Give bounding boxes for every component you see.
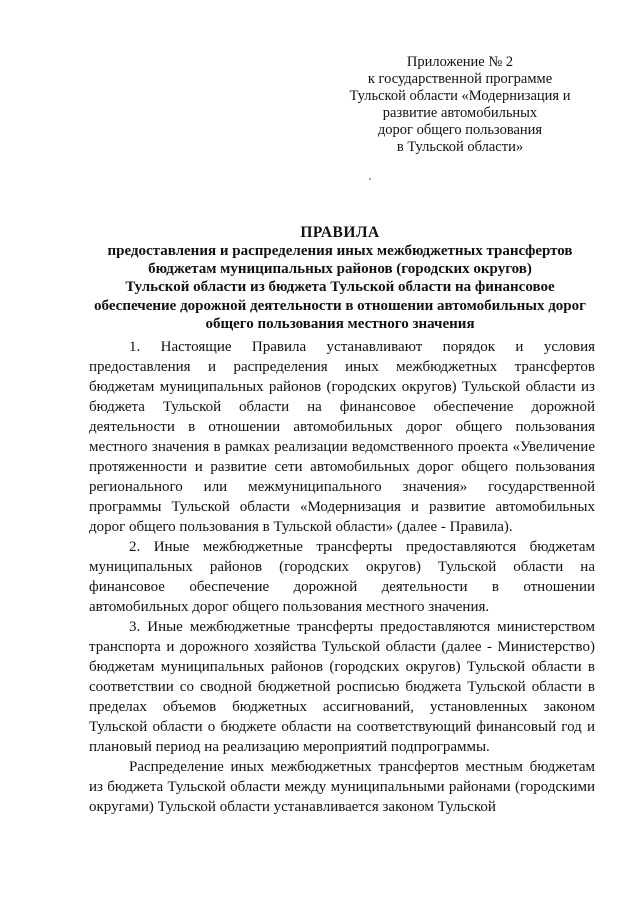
title-line: бюджетам муниципальных районов (городских округов)	[148, 261, 532, 278]
appendix-line: к государственной программе	[367, 71, 553, 87]
paragraph-4: Распределение иных межбюджетных трансфертов местным бюджетам из бюджета Тульской области между муниципальными районами (городскими округами) Тульской области устанавливается законом Тульской	[89, 759, 595, 815]
title-main: ПРАВИЛА	[300, 224, 380, 241]
appendix-line: дорог общего пользования	[377, 122, 543, 138]
appendix-line: Тульской области «Модернизация и	[349, 88, 571, 104]
title-line: общего пользования местного значения	[205, 315, 475, 332]
appendix-header	[330, 54, 590, 156]
paragraph-3: 3. Иные межбюджетные трансферты предоставляются министерством транспорта и дорожного хозяйства Тульской области (далее - Министерство) бюджетам муниципальных районов (городских округов) Тульской области в соответствии со сводной бюджетной росписью бюджета Тульской области в пределах объемов бюджетных ассигнований, установленных законом Тульской области о бюджете области на соответствующий финансовый год и плановый период на реализацию мероприятий подпрограммы.	[89, 619, 595, 755]
paragraph-2: 2. Иные межбюджетные трансферты предоставляются бюджетам муниципальных районов (городских округов) Тульской области на финансовое обеспечение дорожной деятельности в отношении автомобильных дорог общего пользования местного значения.	[89, 539, 595, 615]
appendix-line: в Тульской области»	[396, 139, 524, 155]
document-title	[80, 224, 600, 333]
title-line: Тульской области из бюджета Тульской области на финансовое	[125, 279, 555, 296]
title-subtitle	[80, 242, 600, 333]
scan-speck	[369, 178, 371, 180]
paragraph-1: 1. Настоящие Правила устанавливают порядок и условия предоставления и распределения иных межбюджетных трансфертов бюджетам муниципальных районов (городских округов) Тульской области из бюджета Тульской области на финансовое обеспечение дорожной деятельности в отношении автомобильных дорог общего пользования местного значения в рамках реализации ведомственного проекта «Увеличение протяженности и развитие сети автомобильных дорог общего пользования регионального или межмуниципального значения» государственной программы Тульской области «Модернизация и развитие автомобильных дорог общего пользования в Тульской области» (далее - Правила).	[89, 339, 595, 535]
appendix-line: Приложение № 2	[406, 54, 514, 70]
document-body	[89, 337, 595, 817]
title-line: обеспечение дорожной деятельности в отношении автомобильных дорог	[94, 297, 586, 314]
title-line: предоставления и распределения иных межбюджетных трансфертов	[107, 243, 573, 259]
appendix-line: развитие автомобильных	[382, 105, 538, 121]
